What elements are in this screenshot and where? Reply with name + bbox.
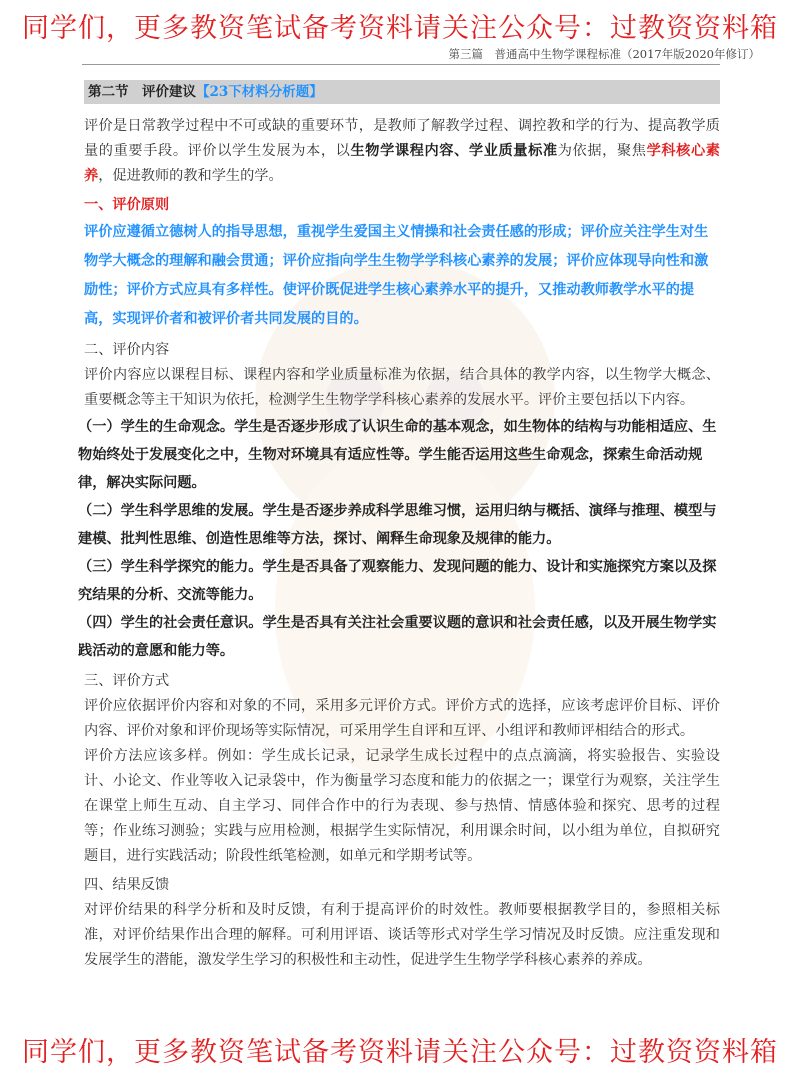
intro-paragraph bbox=[84, 114, 720, 189]
intro-text: ，促进教师的教和学生的学。 bbox=[98, 168, 283, 184]
content-paragraph: 评价内容应以课程目标、课程内容和学业质量标准为依据，结合具体的教学内容，以生物学大概念、重要概念等主干知识为依托，检测学生生物学学科核心素养的发展水平。评价主要包括以下内容。 bbox=[84, 367, 720, 408]
intro-highlight: 学科核心素养 bbox=[84, 143, 720, 184]
feedback-paragraph: 对评价结果的科学分析和及时反馈，有利于提高评价的时效性。教师要根据教学目的，参照相关标准，对评价结果作出合理的解释。可利用评语、谈话等形式对学生学习情况及时反馈。应注重发现和发展学生的潜能，激发学生学习的积极性和主动性，促进学生生物学学科核心素养的养成。 bbox=[84, 902, 720, 968]
promo-banner-top: 同学们，更多教资笔试备考资料请关注公众号：过教资资料箱 bbox=[22, 13, 778, 44]
content-item: （一）学生的生命观念。学生是否逐步形成了认识生命的基本观念，如生物体的结构与功能相适应、生物始终处于发展变化之中，生物对环境具有适应性等。学生能否运用这些生命观念，探索生命活动规律，解决实际问题。 bbox=[78, 419, 717, 491]
principles-heading: 一、评价原则 bbox=[84, 197, 170, 213]
header-divider bbox=[82, 64, 720, 65]
methods-heading: 三、评价方式 bbox=[84, 673, 170, 689]
intro-text: 为依据，聚焦 bbox=[557, 143, 647, 159]
feedback-heading: 四、结果反馈 bbox=[84, 877, 170, 893]
principles-paragraph: 评价应遵循立德树人的指导思想，重视学生爱国主义情操和社会责任感的形成；评价应关注学生对生物学大概念的理解和融会贯通；评价应指向学生生物学学科核心素养的发展；评价应体现导向性和激励性；评价方式应具有多样性。使评价既促进学生核心素养水平的提升，又推动教师教学水平的提高，实现评价者和被评价者共同发展的目的。 bbox=[84, 224, 709, 327]
content-heading: 二、评价内容 bbox=[84, 342, 170, 358]
promo-banner-bottom: 同学们，更多教资笔试备考资料请关注公众号：过教资资料箱 bbox=[22, 1037, 778, 1068]
content-item: （四）学生的社会责任意识。学生是否具有关注社会重要议题的意识和社会责任感，以及开展生物学实践活动的意愿和能力等。 bbox=[78, 615, 717, 659]
intro-bold: 生物学课程内容、学业质量标准 bbox=[350, 143, 558, 159]
running-header: 第三篇 普通高中生物学课程标准（2017年版2020年修订） bbox=[448, 47, 760, 61]
methods-paragraph: 评价方法应该多样。例如：学生成长记录，记录学生成长过程中的点点滴滴，将实验报告、实验设计、小论文、作业等收入记录袋中，作为衡量学习态度和能力的依据之一；课堂行为观察，关注学生在课堂上师生互动、自主学习、同伴合作中的行为表现、参与热情、情感体验和探究、思考的过程等；作业练习测验；实践与应用检测，根据学生实际情况，利用课余时间，以小组为单位，自拟研究题目，进行实践活动；阶段性纸笔检测，如单元和学期考试等。 bbox=[84, 748, 720, 864]
content-item: （二）学生科学思维的发展。学生是否逐步养成科学思维习惯，运用归纳与概括、演绎与推理、模型与建模、批判性思维、创造性思维等方法，探讨、阐释生命现象及规律的能力。 bbox=[78, 503, 717, 547]
content-item: （三）学生科学探究的能力。学生是否具备了观察能力、发现问题的能力、设计和实施探究方案以及探究结果的分析、交流等能力。 bbox=[78, 559, 717, 603]
methods-paragraph: 评价应依据评价内容和对象的不同，采用多元评价方式。评价方式的选择，应该考虑评价目标、评价内容、评价对象和评价现场等实际情况，可采用学生自评和互评、小组评和教师评相结合的形式。 bbox=[84, 698, 720, 739]
intro-text: 评价是日常教学过程中不可或缺的重要环节，是教师了解教学过程、调控教和学的行为、提高教学质量的重要手段。评价以学生发展为本，以 bbox=[84, 118, 720, 159]
section-title: 第二节 评价建议 bbox=[88, 84, 196, 100]
exam-tag: 【23下材料分析题】 bbox=[196, 84, 323, 100]
document-body bbox=[78, 80, 720, 973]
section-heading bbox=[84, 80, 720, 104]
